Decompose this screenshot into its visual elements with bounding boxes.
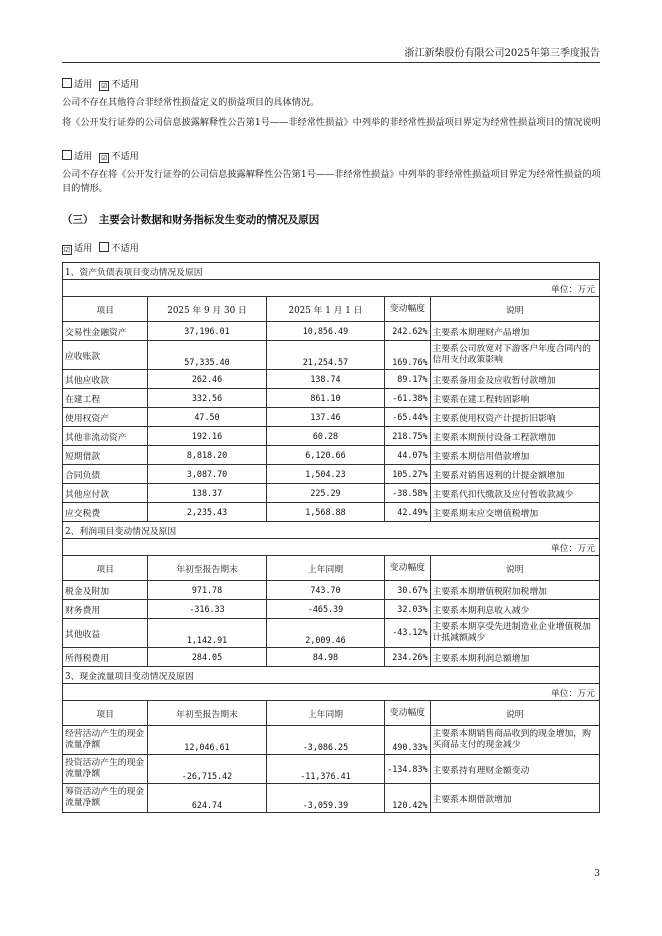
unchecked-box-icon[interactable] bbox=[62, 78, 72, 88]
checked-box-icon[interactable]: ☑ bbox=[63, 246, 71, 254]
table2-header-note: 说明 bbox=[430, 556, 599, 581]
row-note: 主要系使用权资产计提折旧影响 bbox=[430, 408, 599, 427]
row-prior-value: 10,856.49 bbox=[266, 322, 384, 341]
table-row bbox=[63, 784, 600, 813]
row-current-value: 47.50 bbox=[148, 408, 266, 427]
row-note: 主要系本期信用借款增加 bbox=[430, 446, 599, 465]
row-current-value: 192.16 bbox=[148, 427, 266, 446]
row-item: 其他非流动资产 bbox=[63, 427, 148, 446]
table-row bbox=[63, 581, 600, 600]
checked-box-icon[interactable]: ☑ bbox=[101, 82, 108, 90]
row-change-pct: -38.58% bbox=[385, 484, 430, 503]
row-current-value: 2,235.43 bbox=[148, 503, 266, 522]
row-current-value: 332.56 bbox=[148, 389, 266, 408]
section-title: （三） 主要会计数据和财务指标发生变动的情况及原因 bbox=[62, 214, 320, 226]
table3-unit: 单位：万元 bbox=[63, 684, 600, 701]
table1-title: 1、资产负债表项目变动情况及原因 bbox=[63, 263, 600, 280]
table3-header-row bbox=[63, 701, 600, 726]
table1-header-note: 说明 bbox=[430, 297, 599, 322]
change-analysis-table bbox=[62, 262, 600, 813]
row-change-pct: 234.26% bbox=[385, 648, 430, 667]
row-prior-value: 1,504.23 bbox=[266, 465, 384, 484]
row-current-value: 284.05 bbox=[148, 648, 266, 667]
row-prior-value: -465.39 bbox=[266, 600, 384, 619]
row-prior-value: 1,568.88 bbox=[266, 503, 384, 522]
option-not-applicable-label: 不适用 bbox=[111, 243, 139, 254]
table-row bbox=[63, 755, 600, 784]
row-change-pct: 242.62% bbox=[385, 322, 430, 341]
row-prior-value: -3,086.25 bbox=[266, 726, 384, 755]
table-row bbox=[63, 370, 600, 389]
row-prior-value: 2,009.46 bbox=[266, 619, 384, 648]
row-note: 主要系本期借款增加 bbox=[430, 784, 599, 813]
row-note: 主要系本期利息收入减少 bbox=[430, 600, 599, 619]
table3-header-item: 项目 bbox=[63, 701, 148, 726]
row-item: 应收账款 bbox=[63, 341, 148, 370]
row-prior-value: 138.74 bbox=[266, 370, 384, 389]
row-change-pct: 42.49% bbox=[385, 503, 430, 522]
table1-header-current: 2025 年 9 月 30 日 bbox=[148, 297, 266, 322]
row-item: 合同负债 bbox=[63, 465, 148, 484]
row-note: 主要系本期理财产品增加 bbox=[430, 322, 599, 341]
table-row bbox=[63, 408, 600, 427]
table-row bbox=[63, 648, 600, 667]
row-prior-value: 861.10 bbox=[266, 389, 384, 408]
option-applicable-label: 适用 bbox=[74, 79, 93, 90]
table2-header-prior: 上年同期 bbox=[266, 556, 384, 581]
row-note: 主要系对销售返利的计提金额增加 bbox=[430, 465, 599, 484]
row-current-value: 138.37 bbox=[148, 484, 266, 503]
row-item: 税金及附加 bbox=[63, 581, 148, 600]
table-row bbox=[63, 465, 600, 484]
row-note: 主要系本期享受先进制造业企业增值税加计抵减额减少 bbox=[430, 619, 599, 648]
table-row bbox=[63, 446, 600, 465]
row-item: 交易性金融资产 bbox=[63, 322, 148, 341]
row-prior-value: 225.29 bbox=[266, 484, 384, 503]
row-change-pct: -134.83% bbox=[385, 755, 430, 784]
row-note: 主要系持有理财金额变动 bbox=[430, 755, 599, 784]
row-prior-value: 84.98 bbox=[266, 648, 384, 667]
applicability-options-3 bbox=[62, 242, 602, 256]
row-change-pct: -65.44% bbox=[385, 408, 430, 427]
table1-header-change: 变动幅度 bbox=[385, 297, 430, 322]
table-row bbox=[63, 726, 600, 755]
table3-header-current: 年初至报告期末 bbox=[148, 701, 266, 726]
row-current-value: 624.74 bbox=[148, 784, 266, 813]
row-prior-value: 137.46 bbox=[266, 408, 384, 427]
option-applicable-label: 适用 bbox=[74, 151, 93, 162]
row-item: 应交税费 bbox=[63, 503, 148, 522]
table-row bbox=[63, 389, 600, 408]
row-change-pct: 32.03% bbox=[385, 600, 430, 619]
row-current-value: 1,142.91 bbox=[148, 619, 266, 648]
row-current-value: 8,818.20 bbox=[148, 446, 266, 465]
row-prior-value: 743.70 bbox=[266, 581, 384, 600]
checked-box-icon[interactable]: ☑ bbox=[101, 154, 108, 162]
row-current-value: 12,046.61 bbox=[148, 726, 266, 755]
table2-unit: 单位：万元 bbox=[63, 539, 600, 556]
table2-header-row bbox=[63, 556, 600, 581]
row-item: 财务费用 bbox=[63, 600, 148, 619]
row-item: 在建工程 bbox=[63, 389, 148, 408]
row-change-pct: 169.76% bbox=[385, 341, 430, 370]
row-note: 主要系期末应交增值税增加 bbox=[430, 503, 599, 522]
row-current-value: 57,335.40 bbox=[148, 341, 266, 370]
option-applicable-label: 适用 bbox=[74, 243, 93, 254]
table-row bbox=[63, 619, 600, 648]
table-row bbox=[63, 600, 600, 619]
row-note: 主要系在建工程转固影响 bbox=[430, 389, 599, 408]
row-change-pct: -43.12% bbox=[385, 619, 430, 648]
table1-header-row bbox=[63, 297, 600, 322]
table-row bbox=[63, 503, 600, 522]
table3-title: 3、现金流量项目变动情况及原因 bbox=[63, 667, 600, 684]
row-change-pct: 120.42% bbox=[385, 784, 430, 813]
row-prior-value: 60.28 bbox=[266, 427, 384, 446]
row-note: 主要系本期利润总额增加 bbox=[430, 648, 599, 667]
row-note: 主要系本期增值税附加税增加 bbox=[430, 581, 599, 600]
row-note: 主要系本期销售商品收到的现金增加，购买商品支付的现金减少 bbox=[430, 726, 599, 755]
page-header: 浙江新柴股份有限公司2025年第三季度报告 bbox=[62, 44, 600, 63]
table1-header-prior: 2025 年 1 月 1 日 bbox=[266, 297, 384, 322]
table-row bbox=[63, 341, 600, 370]
option-not-applicable-label: 不适用 bbox=[111, 79, 139, 90]
row-change-pct: -61.38% bbox=[385, 389, 430, 408]
table2-title: 2、利润项目变动情况及原因 bbox=[63, 522, 600, 539]
row-change-pct: 44.07% bbox=[385, 446, 430, 465]
paragraph-2: 将《公开发行证券的公司信息披露解释性公告第1号——非经常性损益》中列举的非经常性损益项目界定为经常性损益项目的情况说明 bbox=[62, 117, 601, 128]
table-row bbox=[63, 484, 600, 503]
row-current-value: -316.33 bbox=[148, 600, 266, 619]
table-row bbox=[63, 322, 600, 341]
row-change-pct: 30.67% bbox=[385, 581, 430, 600]
table1-unit: 单位：万元 bbox=[63, 280, 600, 297]
row-change-pct: 218.75% bbox=[385, 427, 430, 446]
table3-header-prior: 上年同期 bbox=[266, 701, 384, 726]
row-prior-value: -11,376.41 bbox=[266, 755, 384, 784]
row-current-value: 262.46 bbox=[148, 370, 266, 389]
table-row bbox=[63, 427, 600, 446]
row-item: 其他收益 bbox=[63, 619, 148, 648]
row-item: 其他应付款 bbox=[63, 484, 148, 503]
table3-header-change: 变动幅度 bbox=[385, 701, 430, 726]
paragraph-3: 公司不存在将《公开发行证券的公司信息披露解释性公告第1号——非经常性损益》中列举的非经常性损益项目界定为经常性损益的项目的情形。 bbox=[62, 169, 601, 194]
unchecked-box-icon[interactable] bbox=[62, 150, 72, 160]
row-item: 经营活动产生的现金流量净额 bbox=[63, 726, 148, 755]
table2-header-current: 年初至报告期末 bbox=[148, 556, 266, 581]
row-change-pct: 105.27% bbox=[385, 465, 430, 484]
row-prior-value: 6,120.66 bbox=[266, 446, 384, 465]
row-note: 主要系公司放宽对下游客户年度合同内的信用支付政策影响 bbox=[430, 341, 599, 370]
table1-header-item: 项目 bbox=[63, 297, 148, 322]
row-current-value: 3,087.70 bbox=[148, 465, 266, 484]
row-item: 所得税费用 bbox=[63, 648, 148, 667]
page-number: 3 bbox=[594, 869, 600, 879]
row-change-pct: 89.17% bbox=[385, 370, 430, 389]
row-item: 筹资活动产生的现金流量净额 bbox=[63, 784, 148, 813]
row-note: 主要系本期预付设备工程款增加 bbox=[430, 427, 599, 446]
row-item: 短期借款 bbox=[63, 446, 148, 465]
row-prior-value: -3,059.39 bbox=[266, 784, 384, 813]
table3-header-note: 说明 bbox=[430, 701, 599, 726]
row-item: 投资活动产生的现金流量净额 bbox=[63, 755, 148, 784]
applicability-options-1 bbox=[62, 78, 602, 92]
row-item: 使用权资产 bbox=[63, 408, 148, 427]
row-current-value: -26,715.42 bbox=[148, 755, 266, 784]
unchecked-box-icon[interactable] bbox=[99, 242, 109, 252]
row-current-value: 971.78 bbox=[148, 581, 266, 600]
row-current-value: 37,196.01 bbox=[148, 322, 266, 341]
row-item: 其他应收款 bbox=[63, 370, 148, 389]
row-note: 主要系备用金及应收暂付款增加 bbox=[430, 370, 599, 389]
applicability-options-2 bbox=[62, 150, 602, 164]
row-change-pct: 490.33% bbox=[385, 726, 430, 755]
table2-header-item: 项目 bbox=[63, 556, 148, 581]
row-prior-value: 21,254.57 bbox=[266, 341, 384, 370]
row-note: 主要系代扣代缴款及应付暂收款减少 bbox=[430, 484, 599, 503]
option-not-applicable-label: 不适用 bbox=[111, 151, 139, 162]
paragraph-1: 公司不存在其他符合非经常性损益定义的损益项目的具体情况。 bbox=[62, 97, 320, 108]
table2-header-change: 变动幅度 bbox=[385, 556, 430, 581]
